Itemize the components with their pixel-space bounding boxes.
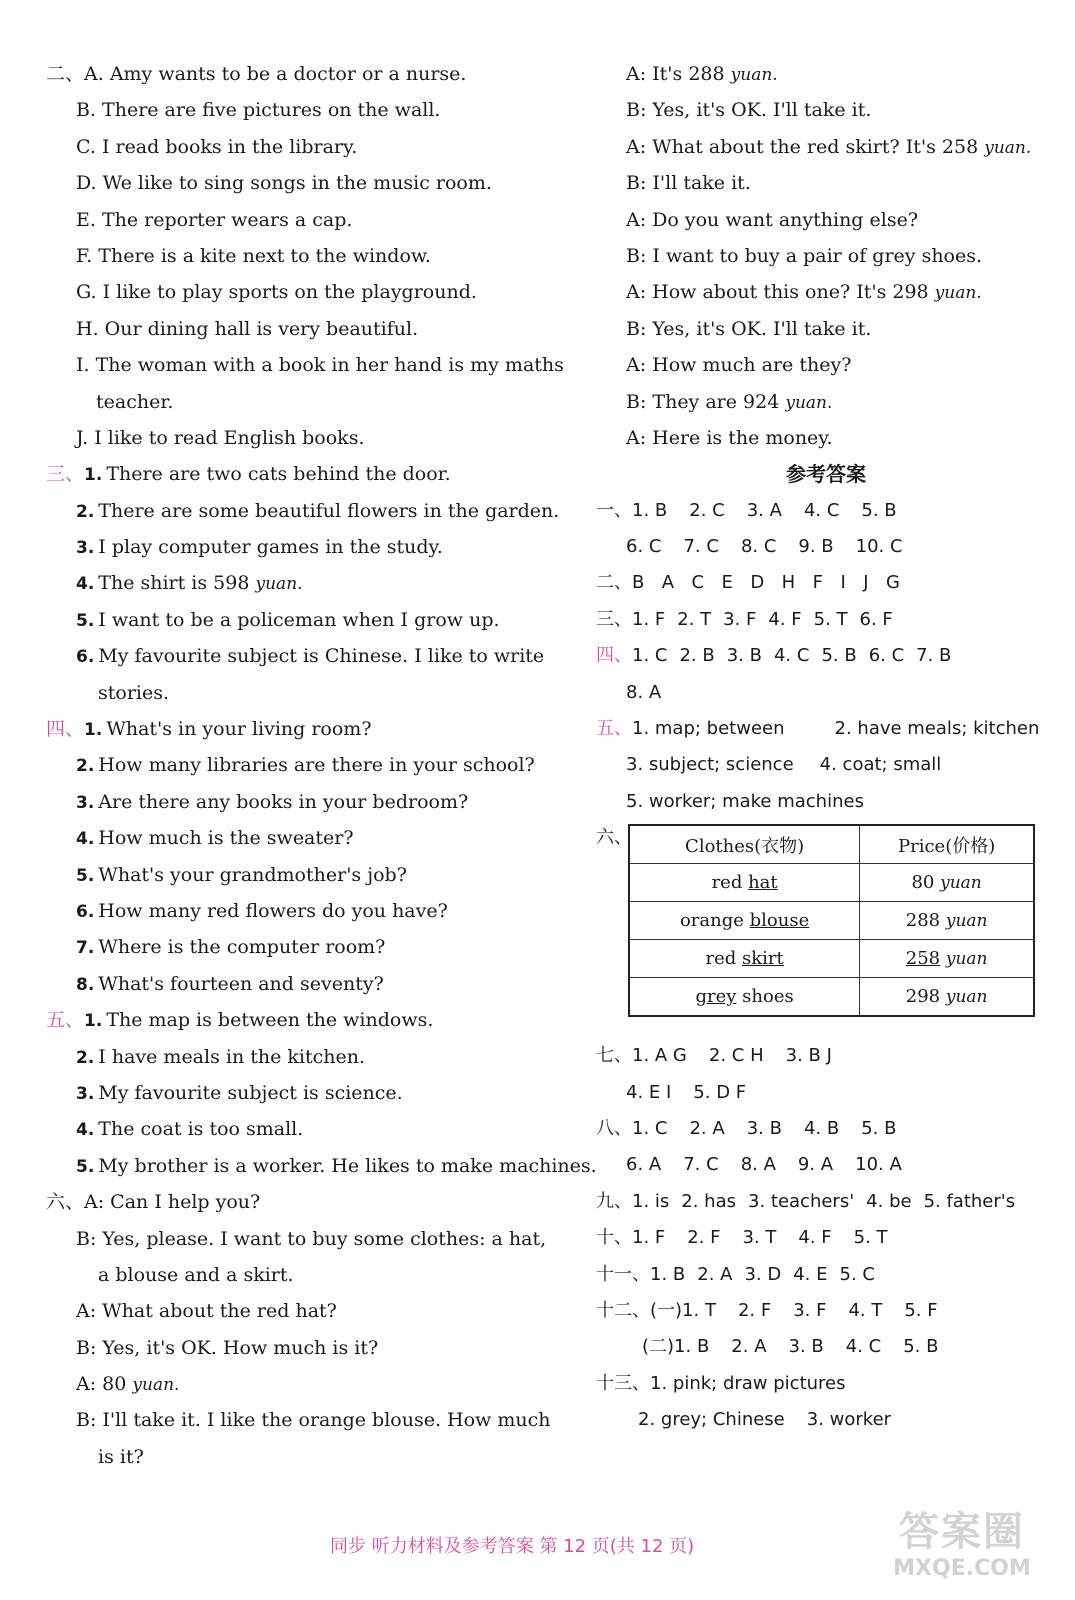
answer-row bbox=[596, 747, 1056, 783]
sentence-line bbox=[46, 56, 546, 92]
numbered-line bbox=[46, 565, 546, 601]
item-text: I play computer games in the study. bbox=[98, 536, 443, 559]
dialog-line bbox=[46, 1366, 546, 1402]
answer-item: 4. F bbox=[798, 1227, 832, 1249]
answer-item: 2. grey; Chinese bbox=[638, 1409, 785, 1431]
dialog-text: A: Do you want anything else? bbox=[626, 208, 919, 231]
answer-item: 4. E bbox=[793, 1263, 828, 1285]
answer-heading-text: 参考答案 bbox=[786, 462, 866, 487]
dialog-text: A: How about this one? It's 298 bbox=[626, 281, 929, 304]
answer-item: 3. F bbox=[723, 608, 757, 630]
page-footer: 同步 听力材料及参考答案 第 12 页(共 12 页) bbox=[330, 1536, 695, 1557]
sentence-line bbox=[46, 274, 546, 310]
numbered-line bbox=[46, 1002, 546, 1038]
item-text: My favourite subject is Chinese. I like to write bbox=[98, 645, 545, 668]
dialog-line bbox=[46, 1257, 546, 1293]
answer-item: 5. T bbox=[813, 608, 848, 630]
answer-item: 6. C bbox=[626, 536, 662, 558]
sentence-text: G. I like to play sports on the playground. bbox=[76, 281, 477, 304]
watermark-url: MXQE.COM bbox=[893, 1556, 1031, 1581]
sentence-text: B. There are five pictures on the wall. bbox=[76, 99, 441, 122]
answer-item: 1. B bbox=[650, 1263, 686, 1285]
table-cell-clothes bbox=[629, 940, 860, 978]
sentence-line bbox=[46, 384, 546, 420]
yuan-unit: yuan. bbox=[132, 1375, 180, 1396]
sentence-text: F. There is a kite next to the window. bbox=[76, 244, 431, 267]
table-cell-clothes bbox=[629, 978, 860, 1017]
dialog-text: A: 80 bbox=[76, 1373, 127, 1396]
item-text: How much is the sweater? bbox=[98, 827, 354, 850]
answer-label: 十一、 bbox=[596, 1263, 650, 1285]
answer-item: 8. A bbox=[626, 681, 662, 703]
watermark-logo bbox=[877, 1508, 1047, 1586]
dialog-line bbox=[596, 311, 1056, 347]
answer-item: 1. C bbox=[632, 1117, 668, 1139]
item-number: 3. bbox=[76, 792, 95, 813]
answer-item: B A C E D H F I J G bbox=[632, 572, 902, 594]
dialog-text: B: They are 924 bbox=[626, 390, 780, 413]
answer-item: 3. B bbox=[746, 1117, 782, 1139]
sentence-line bbox=[46, 420, 546, 456]
answer-item: 7. B bbox=[916, 645, 952, 667]
table-header-clothes: Clothes(衣物) bbox=[629, 825, 860, 864]
clothes-answer: blouse bbox=[749, 910, 810, 931]
item-number: 7. bbox=[76, 938, 95, 959]
answer-label: 十三、 bbox=[596, 1372, 650, 1394]
numbered-line bbox=[46, 529, 546, 565]
answer-item: 2. B bbox=[679, 645, 715, 667]
answer-item: 2. F bbox=[737, 1299, 772, 1321]
numbered-line bbox=[46, 1075, 546, 1111]
answer-item: 2. C bbox=[689, 499, 725, 521]
answer-row bbox=[596, 1257, 1056, 1293]
sentence-text: E. The reporter wears a cap. bbox=[76, 208, 353, 231]
answer-item: 5. B bbox=[861, 1117, 897, 1139]
answer-item: 3. B bbox=[788, 1336, 824, 1358]
answer-row bbox=[596, 1147, 1056, 1183]
answer-row bbox=[596, 638, 1056, 674]
table-cell-price bbox=[860, 940, 1034, 978]
sentence-line bbox=[46, 238, 546, 274]
item-number: 3. bbox=[76, 538, 95, 559]
dialog-text: is it? bbox=[98, 1445, 144, 1468]
table-cell-price bbox=[860, 902, 1034, 940]
answer-row bbox=[596, 1075, 1056, 1111]
clothes-answer: skirt bbox=[742, 948, 784, 969]
answer-item: 4. C bbox=[803, 499, 840, 521]
sentence-line bbox=[46, 165, 546, 201]
answer-item: 4. T bbox=[848, 1299, 883, 1321]
answer-item: 6. F bbox=[859, 608, 893, 630]
answer-item: 4. F bbox=[768, 608, 802, 630]
answer-label: 七、 bbox=[596, 1045, 632, 1067]
item-number: 4. bbox=[76, 829, 95, 850]
answer-item: 5. C bbox=[839, 1263, 875, 1285]
table-header-price: Price(价格) bbox=[860, 825, 1034, 864]
numbered-line bbox=[46, 456, 546, 492]
left-column bbox=[46, 56, 597, 1475]
answer-item: 5. F bbox=[904, 1299, 938, 1321]
dialog-line bbox=[46, 1221, 546, 1257]
dialog-line bbox=[46, 1439, 546, 1475]
clothes-answer: hat bbox=[748, 872, 778, 893]
answer-item: 3. teachers' bbox=[748, 1190, 855, 1212]
item-text: stories. bbox=[98, 681, 170, 704]
clothes-text: shoes bbox=[736, 986, 794, 1007]
answer-item: 5. B bbox=[861, 499, 897, 521]
dialog-text: A: Here is the money. bbox=[626, 426, 833, 449]
answer-label: 四、 bbox=[596, 645, 632, 667]
dialog-text: A: It's 288 bbox=[626, 63, 725, 85]
numbered-line bbox=[46, 1111, 546, 1147]
clothes-price-table bbox=[628, 824, 1035, 1017]
answer-item: 10. C bbox=[855, 536, 903, 558]
dialog-text: B: I want to buy a pair of grey shoes. bbox=[626, 244, 983, 267]
clothes-text: orange bbox=[679, 910, 750, 931]
dialog-text: B: I'll take it. I like the orange blouse. How much bbox=[76, 1409, 551, 1432]
answer-row bbox=[596, 1293, 1056, 1329]
item-text: What's fourteen and seventy? bbox=[98, 972, 384, 995]
answer-item: 5. T bbox=[853, 1227, 888, 1249]
item-text: Where is the computer room? bbox=[98, 936, 386, 959]
answer-row bbox=[596, 565, 1056, 601]
answer-item: 3. F bbox=[793, 1299, 827, 1321]
sentence-text: I. The woman with a book in her hand is my maths bbox=[76, 354, 564, 377]
answer-label: 一、 bbox=[596, 499, 632, 521]
answer-row bbox=[596, 711, 1056, 747]
dialog-line bbox=[596, 384, 1056, 420]
answer-sub-label: (二) bbox=[642, 1336, 675, 1358]
table-cell-price bbox=[860, 978, 1034, 1017]
sentence-line bbox=[46, 311, 546, 347]
dialog-text: B: Yes, it's OK. I'll take it. bbox=[626, 99, 872, 122]
item-text: I have meals in the kitchen. bbox=[98, 1045, 366, 1068]
answer-row bbox=[596, 784, 1056, 820]
dialog-text: B: Yes, please. I want to buy some clothes: a hat, bbox=[76, 1227, 547, 1250]
answer-item: 4. C bbox=[773, 645, 810, 667]
answer-item: 5. D F bbox=[693, 1081, 747, 1103]
sentence-text: C. I read books in the library. bbox=[76, 135, 358, 158]
section-label: 六、 bbox=[46, 1191, 85, 1214]
watermark-text: 答案圈 bbox=[899, 1509, 1025, 1555]
answer-item: 2. A bbox=[689, 1117, 725, 1139]
answer-label: 八、 bbox=[596, 1117, 632, 1139]
answer-row bbox=[596, 675, 1056, 711]
answer-row bbox=[596, 1038, 1056, 1074]
item-text: What's in your living room? bbox=[106, 718, 372, 741]
sentence-line bbox=[46, 92, 546, 128]
numbered-line bbox=[46, 893, 546, 929]
dialog-line bbox=[46, 1184, 546, 1220]
answer-item: 10. A bbox=[855, 1154, 902, 1176]
sentence-text: teacher. bbox=[96, 390, 174, 413]
dialog-line bbox=[596, 92, 1056, 128]
answer-item: 5. father's bbox=[923, 1190, 1016, 1212]
right-column bbox=[596, 56, 1056, 1439]
answer-item: 2. F bbox=[687, 1227, 721, 1249]
sentence-text: H. Our dining hall is very beautiful. bbox=[76, 317, 419, 340]
price-value: 80 bbox=[911, 872, 935, 893]
answer-item: 6. C bbox=[868, 645, 905, 667]
item-text: Are there any books in your bedroom? bbox=[98, 790, 469, 813]
section-label: 四、 bbox=[46, 718, 85, 741]
numbered-line bbox=[46, 929, 546, 965]
answer-item: 1. A G bbox=[632, 1045, 687, 1067]
answer-item: 1. B bbox=[632, 499, 668, 521]
answer-label: 六、 bbox=[596, 827, 632, 849]
item-number: 6. bbox=[76, 901, 95, 922]
item-text: What's your grandmother's job? bbox=[98, 863, 407, 886]
answer-row bbox=[596, 1402, 1056, 1438]
sentence-line bbox=[46, 129, 546, 165]
item-text: I want to be a policeman when I grow up. bbox=[98, 608, 500, 631]
dialog-text: A: What about the red skirt? It's 258 bbox=[626, 135, 979, 158]
table-cell-clothes bbox=[629, 864, 860, 902]
item-text: My favourite subject is science. bbox=[98, 1081, 403, 1104]
answer-row bbox=[596, 1220, 1056, 1256]
numbered-line bbox=[46, 1039, 546, 1075]
answer-row bbox=[596, 493, 1056, 529]
clothes-answer: grey bbox=[695, 986, 737, 1007]
yuan-unit: yuan. bbox=[730, 65, 778, 85]
price-value: 298 bbox=[905, 986, 941, 1007]
item-text: The coat is too small. bbox=[98, 1118, 304, 1141]
answer-item: 7. C bbox=[683, 536, 719, 558]
dialog-line bbox=[596, 56, 1056, 92]
dialog-line bbox=[596, 274, 1056, 310]
yuan-unit: yuan. bbox=[984, 137, 1032, 158]
answer-item: 3. worker bbox=[806, 1409, 892, 1431]
dialog-text: A: Can I help you? bbox=[84, 1191, 261, 1214]
numbered-line bbox=[46, 602, 546, 638]
item-number: 6. bbox=[76, 647, 95, 668]
answer-item: 5. worker; make machines bbox=[626, 790, 864, 812]
answer-item: 4. coat; small bbox=[819, 754, 942, 776]
table-row bbox=[629, 902, 1034, 940]
answer-sub-label: (一) bbox=[650, 1299, 683, 1321]
sentence-text: J. I like to read English books. bbox=[76, 426, 365, 449]
clothes-text: red bbox=[711, 872, 749, 893]
answer-row bbox=[596, 1329, 1056, 1365]
dialog-line bbox=[46, 1330, 546, 1366]
answer-item: 2. T bbox=[677, 608, 712, 630]
sentence-line bbox=[46, 202, 546, 238]
item-number: 3. bbox=[76, 1083, 95, 1104]
answer-item: 1. is bbox=[632, 1190, 670, 1212]
answer-item: 2. A bbox=[731, 1336, 767, 1358]
answer-label: 十二、 bbox=[596, 1299, 650, 1321]
answer-item: 5. B bbox=[821, 645, 857, 667]
table-row bbox=[629, 978, 1034, 1017]
answer-item: 4. C bbox=[845, 1336, 882, 1358]
dialog-text: a blouse and a skirt. bbox=[98, 1263, 294, 1286]
dialog-line bbox=[596, 420, 1056, 456]
answer-item: 2. A bbox=[697, 1263, 733, 1285]
dialog-text: B: Yes, it's OK. How much is it? bbox=[76, 1336, 379, 1359]
yuan-unit: yuan bbox=[945, 987, 988, 1007]
answer-item: 2. have meals; kitchen bbox=[834, 718, 1040, 740]
answer-item: 3. D bbox=[744, 1263, 782, 1285]
numbered-line bbox=[46, 638, 546, 674]
item-number: 4. bbox=[76, 1120, 95, 1141]
answer-label: 九、 bbox=[596, 1190, 632, 1212]
answer-item: 7. C bbox=[683, 1154, 719, 1176]
answer-label: 二、 bbox=[596, 572, 632, 594]
answer-item: 1. B bbox=[674, 1336, 710, 1358]
item-number: 5. bbox=[76, 865, 95, 886]
answer-item: 5. B bbox=[903, 1336, 939, 1358]
sentence-text: D. We like to sing songs in the music room. bbox=[76, 172, 492, 195]
item-number: 4. bbox=[76, 574, 95, 595]
numbered-line bbox=[46, 820, 546, 856]
answer-item: 3. B bbox=[726, 645, 762, 667]
answer-item: 1. map; between bbox=[632, 718, 785, 740]
dialog-line bbox=[596, 347, 1056, 383]
dialog-line bbox=[596, 238, 1056, 274]
item-number: 1. bbox=[84, 465, 103, 486]
item-text: There are some beautiful flowers in the garden. bbox=[98, 499, 560, 522]
answer-heading bbox=[596, 456, 1056, 492]
answer-item: 4. E I bbox=[626, 1081, 672, 1103]
answer-row bbox=[596, 1366, 1056, 1402]
dialog-line bbox=[596, 165, 1056, 201]
answer-item: 1. pink; draw pictures bbox=[650, 1372, 846, 1394]
answer-row bbox=[596, 602, 1056, 638]
item-number: 2. bbox=[76, 501, 95, 522]
price-value: 288 bbox=[905, 910, 941, 931]
answer-item: 3. subject; science bbox=[626, 754, 794, 776]
answer-item: 3. T bbox=[742, 1227, 777, 1249]
item-text: My brother is a worker. He likes to make machines. bbox=[98, 1154, 597, 1177]
sentence-line bbox=[46, 347, 564, 383]
dialog-text: A: How much are they? bbox=[626, 354, 852, 377]
answer-item: 2. C H bbox=[708, 1045, 764, 1067]
answer-item: 8. C bbox=[740, 536, 777, 558]
yuan-unit: yuan bbox=[940, 873, 982, 893]
answer-item: 4. be bbox=[866, 1190, 912, 1212]
answer-item: 1. F bbox=[632, 1227, 666, 1249]
answer-item: 6. A bbox=[626, 1154, 662, 1176]
dialog-line bbox=[46, 1402, 551, 1438]
item-number: 5. bbox=[76, 1156, 95, 1177]
numbered-line bbox=[46, 493, 560, 529]
answer-item: 8. A bbox=[740, 1154, 776, 1176]
dialog-text: A: What about the red hat? bbox=[76, 1300, 337, 1323]
table-row bbox=[629, 940, 1034, 978]
price-answer: 258 bbox=[905, 948, 941, 969]
item-number: 1. bbox=[84, 720, 103, 741]
answer-row bbox=[596, 1111, 1056, 1147]
section-label: 三、 bbox=[46, 463, 85, 486]
answer-label: 十、 bbox=[596, 1227, 632, 1249]
answer-row bbox=[596, 1184, 1056, 1220]
item-text: There are two cats behind the door. bbox=[106, 463, 451, 486]
section-label: 五、 bbox=[46, 1009, 85, 1032]
answer-item: 1. C bbox=[632, 645, 668, 667]
dialog-text: B: Yes, it's OK. I'll take it. bbox=[626, 317, 872, 340]
table-cell-price bbox=[860, 864, 1034, 902]
item-number: 8. bbox=[76, 974, 95, 995]
item-number: 5. bbox=[76, 610, 95, 631]
answer-item: 1. F bbox=[632, 608, 666, 630]
answer-row bbox=[596, 529, 1056, 565]
answer-label: 五、 bbox=[596, 718, 632, 740]
numbered-line bbox=[46, 675, 546, 711]
sentence-text: A. Amy wants to be a doctor or a nurse. bbox=[84, 63, 467, 85]
item-text: The shirt is 598 bbox=[98, 572, 250, 595]
item-text: How many libraries are there in your school? bbox=[98, 754, 535, 777]
dialog-line bbox=[46, 1293, 546, 1329]
answer-item: 2. has bbox=[681, 1190, 736, 1212]
answer-label: 三、 bbox=[596, 608, 632, 630]
yuan-unit: yuan. bbox=[785, 392, 833, 413]
answer-item: 3. A bbox=[746, 499, 782, 521]
dialog-line bbox=[596, 202, 1056, 238]
item-number: 1. bbox=[84, 1011, 103, 1032]
numbered-line bbox=[46, 966, 546, 1002]
table-cell-clothes bbox=[629, 902, 860, 940]
numbered-line bbox=[46, 857, 546, 893]
item-number: 2. bbox=[76, 756, 95, 777]
numbered-line bbox=[46, 1148, 597, 1184]
answer-item: 4. B bbox=[803, 1117, 840, 1139]
numbered-line bbox=[46, 747, 546, 783]
item-number: 2. bbox=[76, 1047, 95, 1068]
yuan-unit: yuan bbox=[945, 949, 988, 969]
item-text: How many red flowers do you have? bbox=[98, 899, 448, 922]
answer-item: 9. A bbox=[797, 1154, 834, 1176]
answer-item: 3. B J bbox=[785, 1045, 832, 1067]
numbered-line bbox=[46, 711, 546, 747]
answer-item: 1. T bbox=[682, 1299, 716, 1321]
yuan-unit: yuan bbox=[945, 911, 988, 931]
dialog-line bbox=[596, 129, 1056, 165]
yuan-unit: yuan. bbox=[934, 283, 982, 304]
yuan-unit: yuan. bbox=[255, 574, 303, 595]
numbered-line bbox=[46, 784, 546, 820]
clothes-text: red bbox=[705, 948, 742, 969]
dialog-text: B: I'll take it. bbox=[626, 172, 751, 195]
item-text: The map is between the windows. bbox=[106, 1009, 434, 1032]
table-row bbox=[629, 864, 1034, 902]
table-header-row bbox=[629, 825, 1034, 864]
section-label: 二、 bbox=[46, 63, 85, 85]
answer-item: 9. B bbox=[798, 536, 834, 558]
